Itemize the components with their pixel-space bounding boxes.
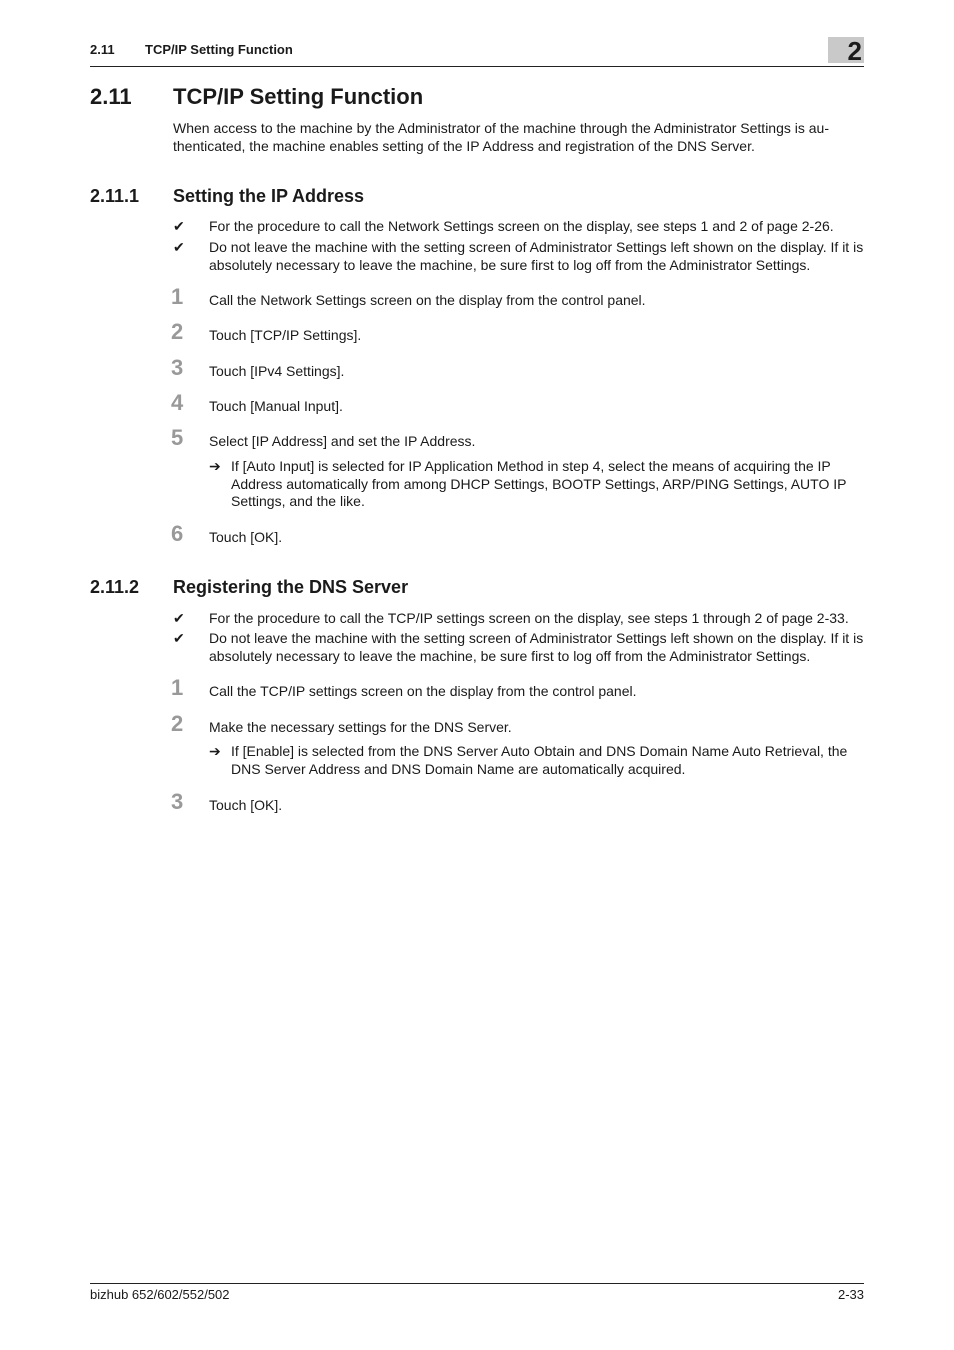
note-text: Do not leave the machine with the setting screen of Administrator Settings left shown on the display. If it is absolutely necessary to leave the machine, be sure first to log off from the Administrator Settings. <box>209 630 864 664</box>
step-text: Touch [OK]. <box>209 529 283 545</box>
footer-page-number: 2-33 <box>837 1287 864 1302</box>
step-number: 4 <box>171 390 184 415</box>
step-number: 2 <box>171 711 184 736</box>
step-number: 3 <box>171 355 184 380</box>
chapter-number: 2 <box>847 36 862 66</box>
check-icon: ✔ <box>173 610 185 626</box>
subsection-title: Setting the IP Address <box>173 186 365 206</box>
step-number: 2 <box>171 319 184 344</box>
section-title: TCP/IP Setting Function <box>173 84 424 109</box>
sub-note-text: If [Enable] is selected from the DNS Server Auto Obtain and DNS Domain Name Auto Retrieval, the DNS Server Address and DNS Domain Name are automatically acquired. <box>231 743 848 777</box>
step-number: 5 <box>171 425 184 450</box>
note-text: Do not leave the machine with the setting screen of Administrator Settings left shown on the display. If it is absolutely necessary to leave the machine, be sure first to log off from the Administrator Settings. <box>209 239 864 273</box>
page-footer <box>90 1283 864 1302</box>
check-icon: ✔ <box>173 630 185 646</box>
step-text: Touch [Manual Input]. <box>209 398 343 414</box>
subsection-number: 2.11.2 <box>90 577 140 597</box>
arrow-right-icon: ➔ <box>209 458 221 474</box>
step-text: Call the TCP/IP settings screen on the display from the control panel. <box>209 683 637 699</box>
header-section-title: TCP/IP Setting Function <box>145 42 293 57</box>
section-intro: When access to the machine by the Administrator of the machine through the Administrator Settings is au-thenticated, the machine enables setting of the IP Address and registration of the DNS Server. <box>173 120 830 154</box>
subsection-heading-dns <box>90 577 408 598</box>
section-number: 2.11 <box>90 84 132 109</box>
step-text: Call the Network Settings screen on the display from the control panel. <box>209 292 646 308</box>
step-number: 6 <box>171 521 184 546</box>
step-text: Select [IP Address] and set the IP Address. <box>209 433 476 449</box>
subsection-heading-ip <box>90 186 364 207</box>
arrow-right-icon: ➔ <box>209 743 221 759</box>
footer-product: bizhub 652/602/552/502 <box>90 1287 230 1302</box>
step-text: Make the necessary settings for the DNS Server. <box>209 719 512 735</box>
step-text: Touch [IPv4 Settings]. <box>209 363 345 379</box>
section-heading <box>90 84 423 110</box>
subsection-title: Registering the DNS Server <box>173 577 409 597</box>
step-number: 1 <box>171 284 184 309</box>
check-icon: ✔ <box>173 239 185 255</box>
subsection-number: 2.11.1 <box>90 186 140 206</box>
note-text: For the procedure to call the Network Settings screen on the display, see steps 1 and 2 of page 2-26. <box>209 218 834 234</box>
running-header <box>90 36 864 67</box>
step-text: Touch [OK]. <box>209 797 283 813</box>
note-text: For the procedure to call the TCP/IP settings screen on the display, see steps 1 through 2 of page 2-33. <box>209 610 849 626</box>
check-icon: ✔ <box>173 218 185 234</box>
sub-note-text: If [Auto Input] is selected for IP Application Method in step 4, select the means of acquiring the IP Address automatically from among DHCP Settings, BOOTP Settings, ARP/PING Settings, AUTO IP Settings, and the like. <box>231 458 847 509</box>
chapter-tab <box>828 36 864 66</box>
header-section-number: 2.11 <box>90 42 115 57</box>
step-number: 1 <box>171 675 184 700</box>
step-text: Touch [TCP/IP Settings]. <box>209 327 362 343</box>
step-number: 3 <box>171 789 184 814</box>
